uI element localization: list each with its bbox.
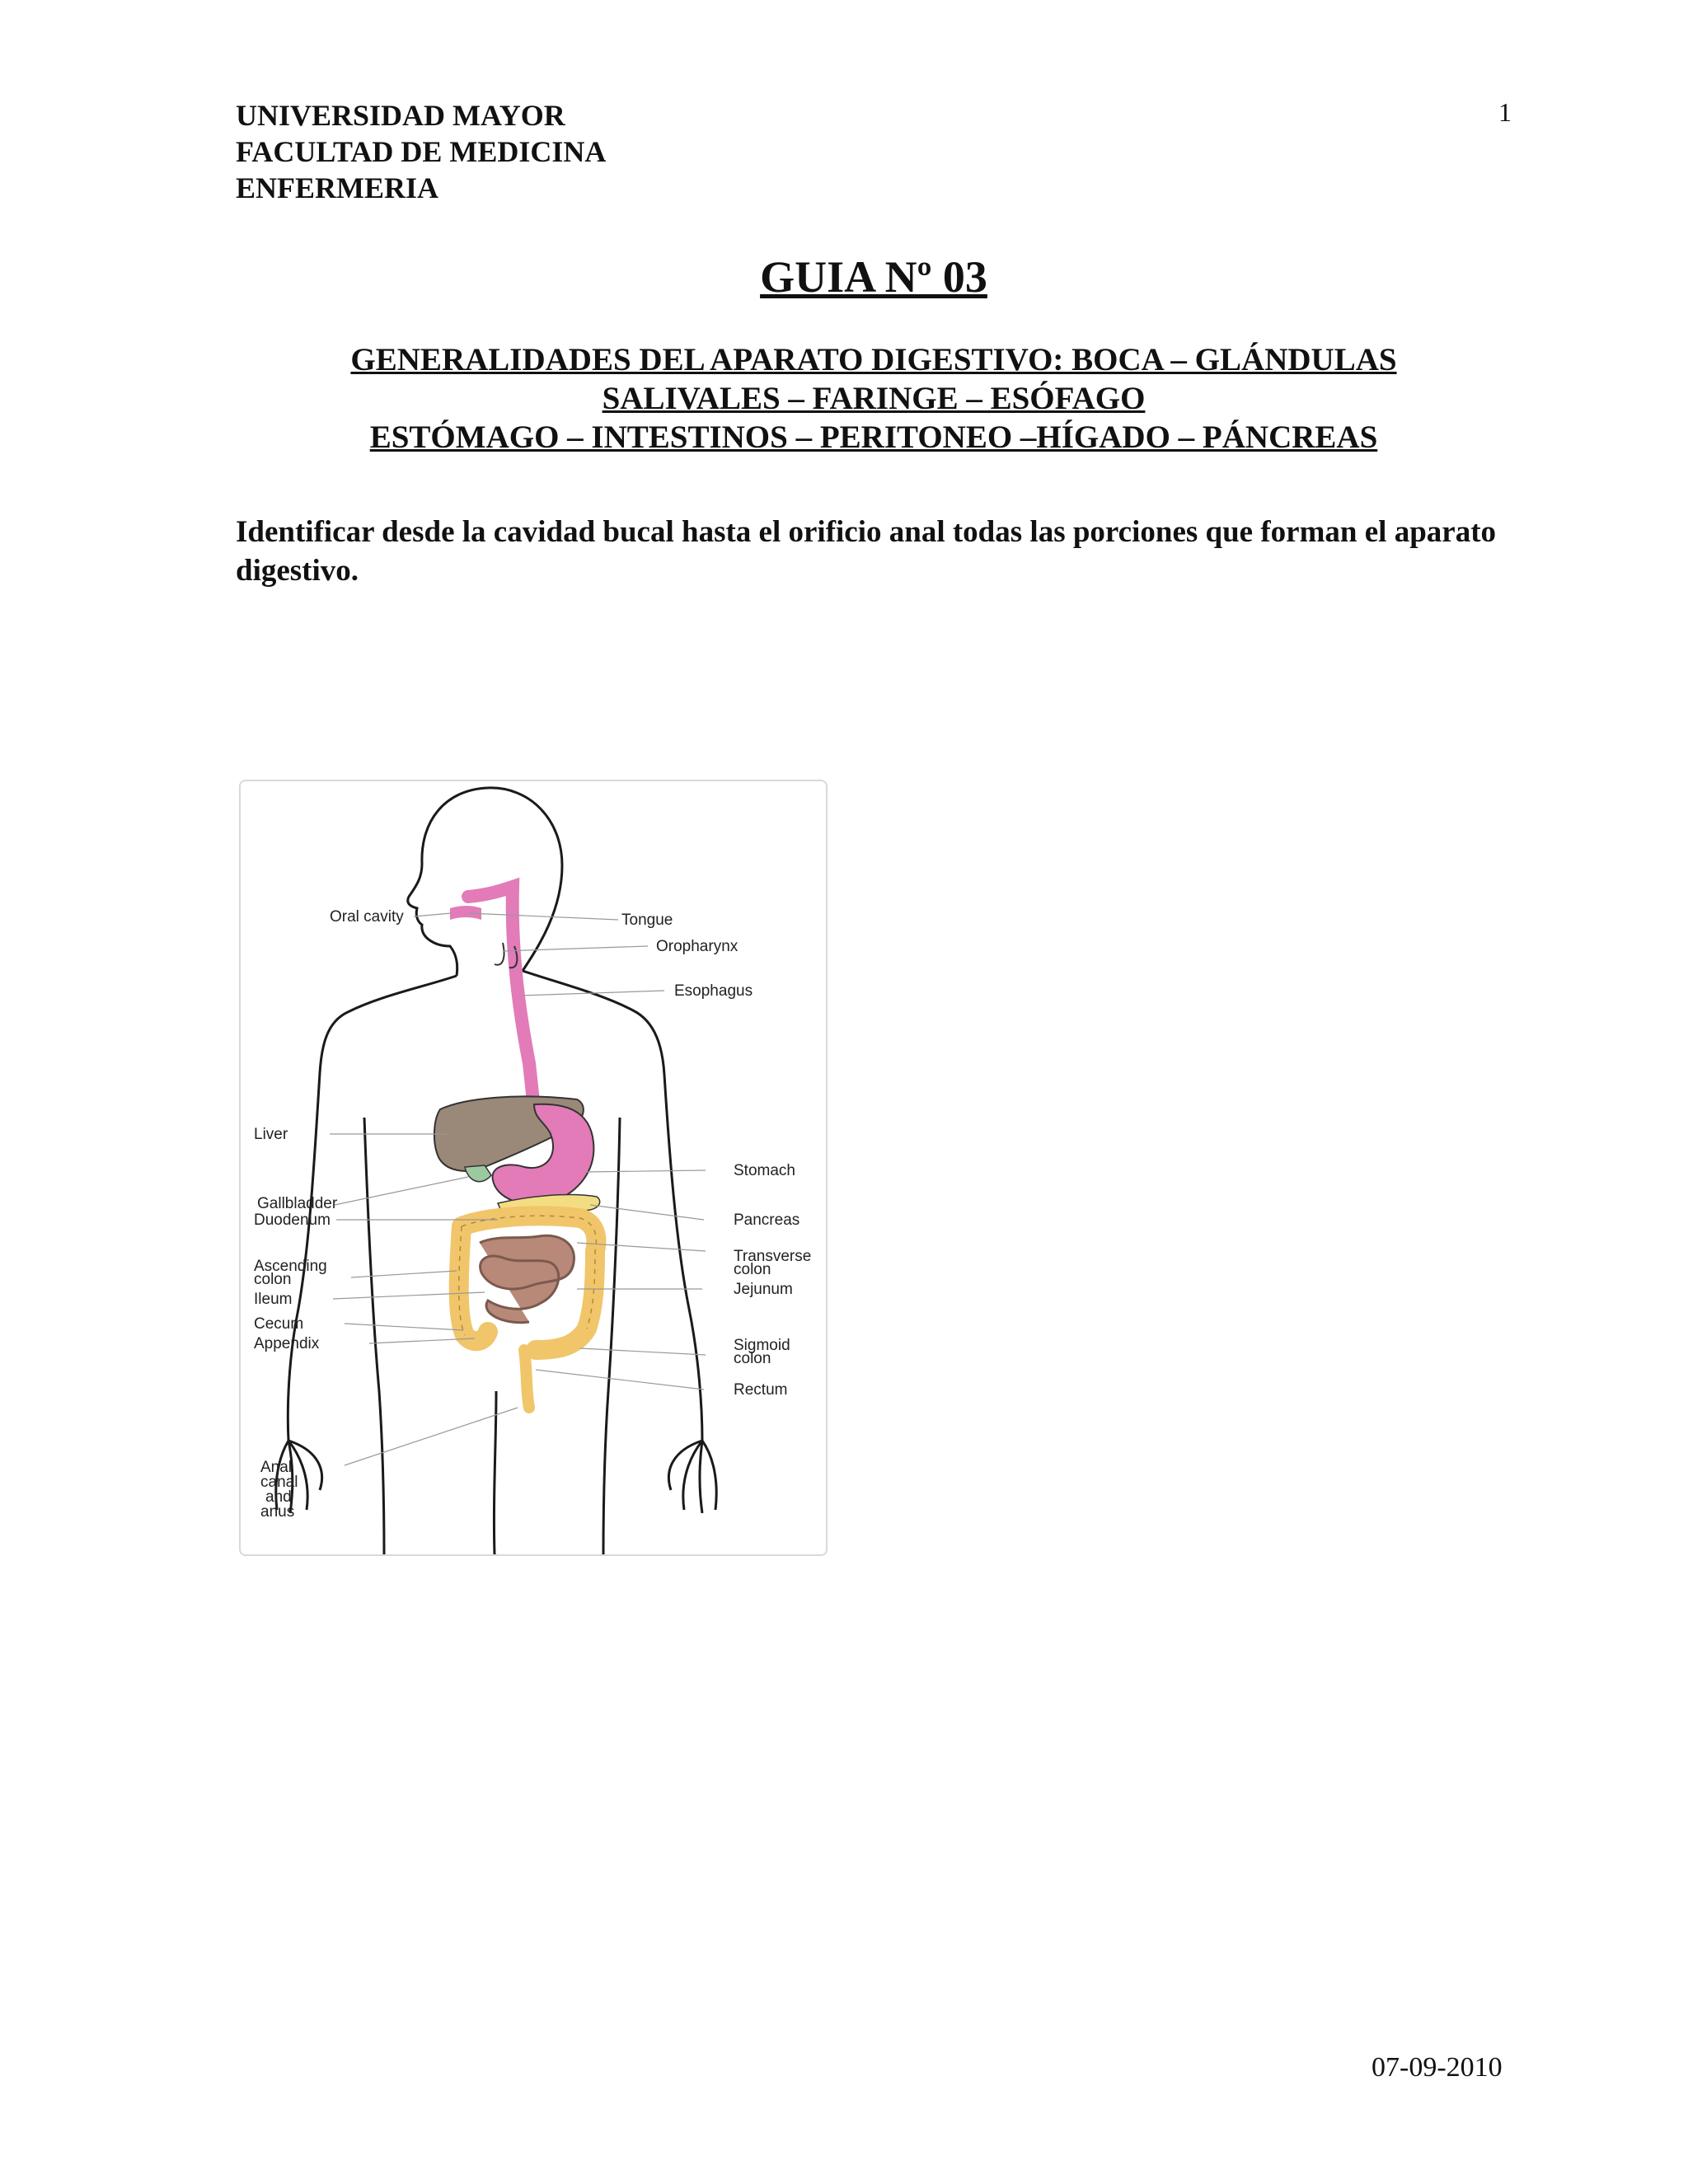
label-duodenum: Duodenum — [254, 1212, 331, 1229]
label-anal: Anal — [260, 1459, 293, 1476]
label-oral-cavity: Oral cavity — [330, 908, 404, 926]
instruction-text: Identificar desde la cavidad bucal hasta el orificio anal todas las porciones que forman el aparato digestivo. — [236, 515, 1497, 588]
label-jejunum: Jejunum — [734, 1281, 793, 1298]
gallbladder-shape — [465, 1165, 491, 1182]
faculty-name: FACULTAD DE MEDICINA — [236, 135, 607, 168]
label-liver: Liver — [254, 1126, 288, 1143]
esophagus-shape — [468, 887, 534, 1109]
subtitle — [0, 340, 1688, 457]
label-appendix: Appendix — [254, 1335, 320, 1352]
label-transverse-colon: colon — [734, 1261, 771, 1278]
right-labels — [621, 912, 811, 1399]
label-sigmoid: Sigmoid — [734, 1337, 790, 1354]
label-ileum: Ileum — [254, 1291, 293, 1308]
digestive-system-svg — [241, 781, 826, 1554]
page-title: GUIA Nº 03 — [760, 252, 987, 302]
label-and: and — [265, 1488, 292, 1506]
label-esophagus: Esophagus — [674, 982, 753, 1000]
label-transverse: Transverse — [734, 1248, 812, 1265]
institution-header — [236, 97, 606, 206]
label-stomach: Stomach — [734, 1162, 795, 1179]
footer-date: 07-09-2010 — [1372, 2052, 1503, 2083]
tongue-shape — [450, 906, 481, 920]
label-cecum: Cecum — [254, 1315, 304, 1333]
label-sigmoid-colon: colon — [734, 1350, 771, 1367]
label-ascending: Ascending — [254, 1258, 327, 1275]
subtitle-line-2: SALIVALES – FARINGE – ESÓFAGO — [602, 381, 1146, 416]
label-pancreas: Pancreas — [734, 1212, 800, 1229]
small-intestine-shape — [480, 1235, 574, 1322]
label-oropharynx: Oropharynx — [656, 938, 738, 955]
page-number: 1 — [1498, 97, 1512, 127]
rectum-shape — [524, 1350, 529, 1408]
subtitle-line-3: ESTÓMAGO – INTESTINOS – PERITONEO –HÍGADO – PÁNCREAS — [369, 419, 1378, 455]
school-name: ENFERMERIA — [236, 171, 439, 204]
label-anus: anus — [260, 1503, 295, 1521]
label-gallbladder: Gallbladder — [257, 1195, 338, 1212]
label-tongue: Tongue — [621, 912, 673, 929]
subtitle-line-1: GENERALIDADES DEL APARATO DIGESTIVO: BOCA – GLÁNDULAS — [350, 342, 1397, 377]
label-ascending-colon: colon — [254, 1271, 292, 1288]
digestive-system-diagram — [239, 780, 828, 1556]
label-canal: canal — [260, 1474, 298, 1491]
label-rectum: Rectum — [734, 1381, 788, 1399]
university-name: UNIVERSIDAD MAYOR — [236, 99, 565, 132]
